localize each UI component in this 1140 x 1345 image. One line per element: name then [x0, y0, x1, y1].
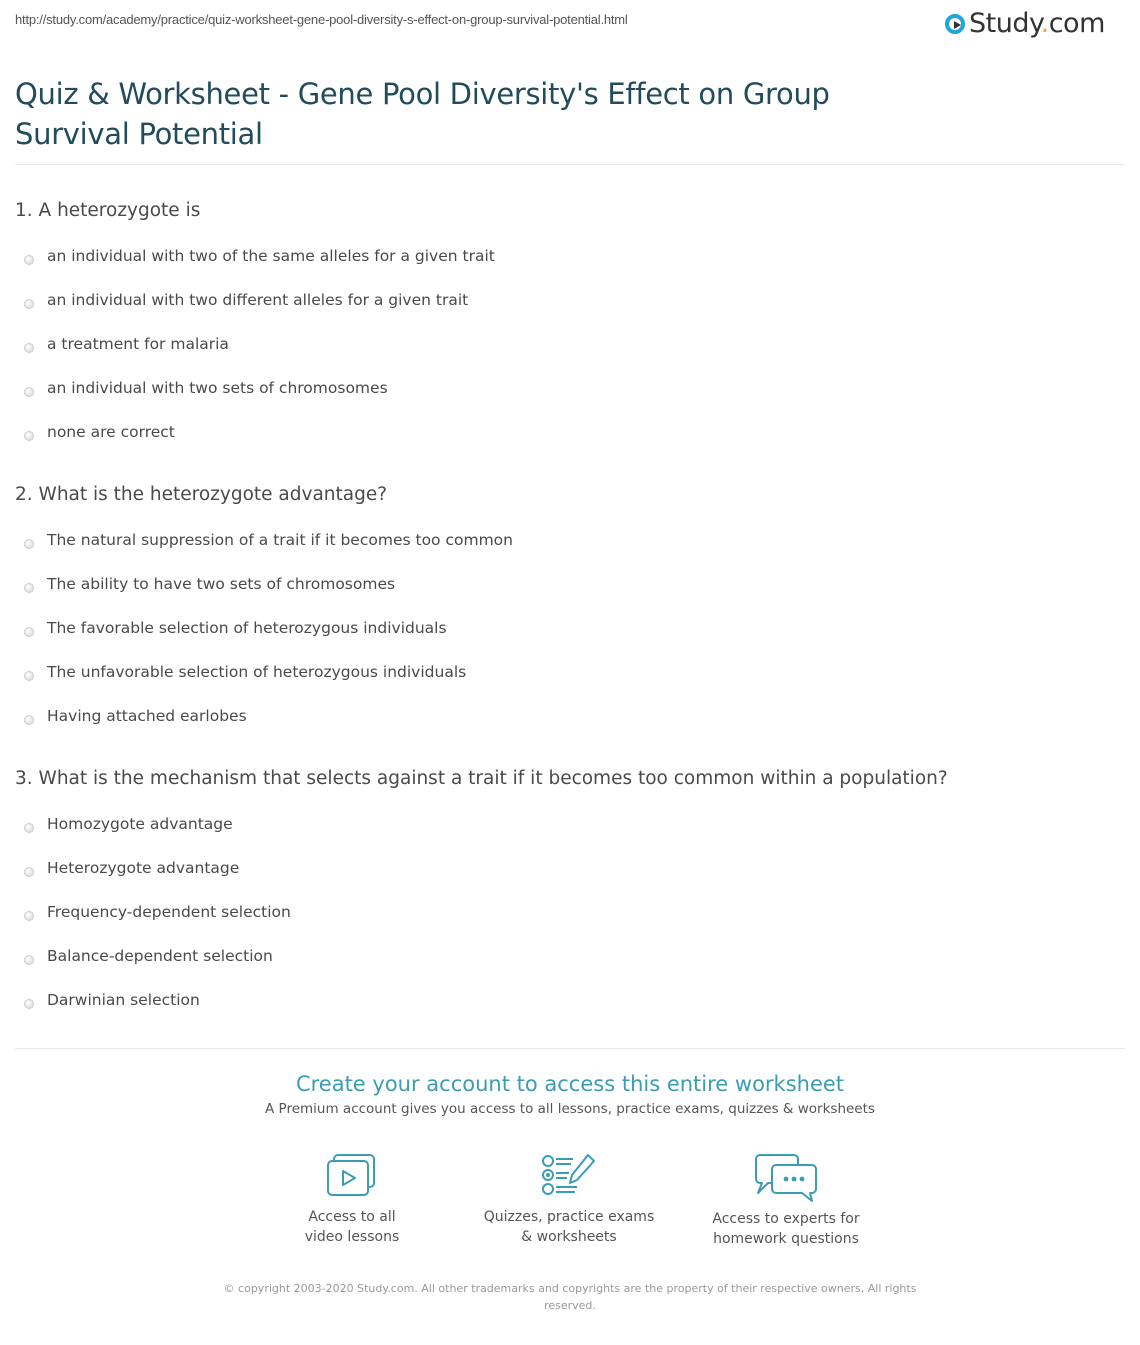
radio-button[interactable] — [24, 583, 34, 593]
question-title: 2. What is the heterozygote advantage? — [15, 484, 388, 505]
create-account-link[interactable]: Create your account to access this entire worksheet — [295, 1072, 845, 1096]
answer-option[interactable] — [15, 850, 1125, 894]
feature-label: Quizzes, practice exams & worksheets — [483, 1209, 655, 1245]
radio-button[interactable] — [24, 823, 34, 833]
section-divider — [15, 1048, 1125, 1049]
answer-option[interactable] — [15, 698, 1125, 742]
answer-option[interactable] — [15, 982, 1125, 1026]
option-label: an individual with two of the same alleles for a given trait — [47, 247, 495, 265]
cta-subtitle: A Premium account gives you access to all lessons, practice exams, quizzes & worksheets — [265, 1101, 875, 1117]
option-label: an individual with two different alleles for a given trait — [47, 291, 469, 309]
question-3 — [15, 766, 1125, 1026]
answer-option[interactable] — [15, 522, 1125, 566]
option-label: none are correct — [47, 423, 175, 441]
answer-option[interactable] — [15, 806, 1125, 850]
answer-option[interactable] — [15, 610, 1125, 654]
page-title: Quiz & Worksheet - Gene Pool Diversity's Effect on Group Survival Potential — [15, 77, 830, 151]
radio-button[interactable] — [24, 627, 34, 637]
option-label: The unfavorable selection of heterozygous individuals — [47, 663, 467, 681]
answer-option[interactable] — [15, 282, 1125, 326]
radio-button[interactable] — [24, 343, 34, 353]
logo-text: Study.com — [969, 8, 1105, 39]
option-label: Balance-dependent selection — [47, 947, 273, 965]
title-divider — [15, 164, 1125, 165]
answer-option[interactable] — [15, 414, 1125, 458]
option-label: The natural suppression of a trait if it becomes too common — [47, 531, 513, 549]
radio-button[interactable] — [24, 867, 34, 877]
feature-label: Access to experts for homework questions — [712, 1211, 860, 1247]
answer-option[interactable] — [15, 938, 1125, 982]
option-label: a treatment for malaria — [47, 335, 229, 353]
answer-option[interactable] — [15, 326, 1125, 370]
answer-option[interactable] — [15, 370, 1125, 414]
study-logo[interactable] — [945, 9, 1105, 39]
question-title: 1. A heterozygote is — [15, 200, 201, 221]
radio-button[interactable] — [24, 431, 34, 441]
option-label: The ability to have two sets of chromosomes — [47, 575, 396, 593]
option-label: Frequency-dependent selection — [47, 903, 291, 921]
option-label: The favorable selection of heterozygous individuals — [47, 619, 447, 637]
option-label: Having attached earlobes — [47, 707, 247, 725]
option-label: Darwinian selection — [47, 991, 200, 1009]
question-1 — [15, 198, 1125, 458]
answer-option[interactable] — [15, 566, 1125, 610]
feature-video-lessons — [252, 1153, 452, 1247]
feature-quizzes — [469, 1153, 669, 1247]
quiz-checklist-icon — [541, 1153, 597, 1197]
play-circle-icon — [945, 14, 965, 34]
answer-option[interactable] — [15, 238, 1125, 282]
answer-option[interactable] — [15, 654, 1125, 698]
page-url: http://study.com/academy/practice/quiz-worksheet-gene-pool-diversity-s-effect-on-group-survival-potential.html — [15, 12, 628, 27]
radio-button[interactable] — [24, 299, 34, 309]
signup-cta — [0, 1070, 1140, 1120]
answer-option[interactable] — [15, 894, 1125, 938]
radio-button[interactable] — [24, 539, 34, 549]
radio-button[interactable] — [24, 387, 34, 397]
radio-button[interactable] — [24, 715, 34, 725]
radio-button[interactable] — [24, 999, 34, 1009]
option-label: Homozygote advantage — [47, 815, 233, 833]
radio-button[interactable] — [24, 911, 34, 921]
feature-label: Access to all video lessons — [304, 1209, 400, 1245]
copyright-footer: © copyright 2003-2020 Study.com. All other trademarks and copyrights are the property of their respective owners. All rights reserved. — [223, 1282, 917, 1312]
radio-button[interactable] — [24, 955, 34, 965]
option-label: Heterozygote advantage — [47, 859, 240, 877]
question-2 — [15, 482, 1125, 742]
feature-experts — [686, 1153, 886, 1249]
radio-button[interactable] — [24, 671, 34, 681]
question-title: 3. What is the mechanism that selects against a trait if it becomes too common within a population? — [15, 768, 948, 789]
chat-bubbles-icon — [754, 1153, 818, 1203]
radio-button[interactable] — [24, 255, 34, 265]
video-lessons-icon — [326, 1153, 378, 1197]
option-label: an individual with two sets of chromosomes — [47, 379, 388, 397]
